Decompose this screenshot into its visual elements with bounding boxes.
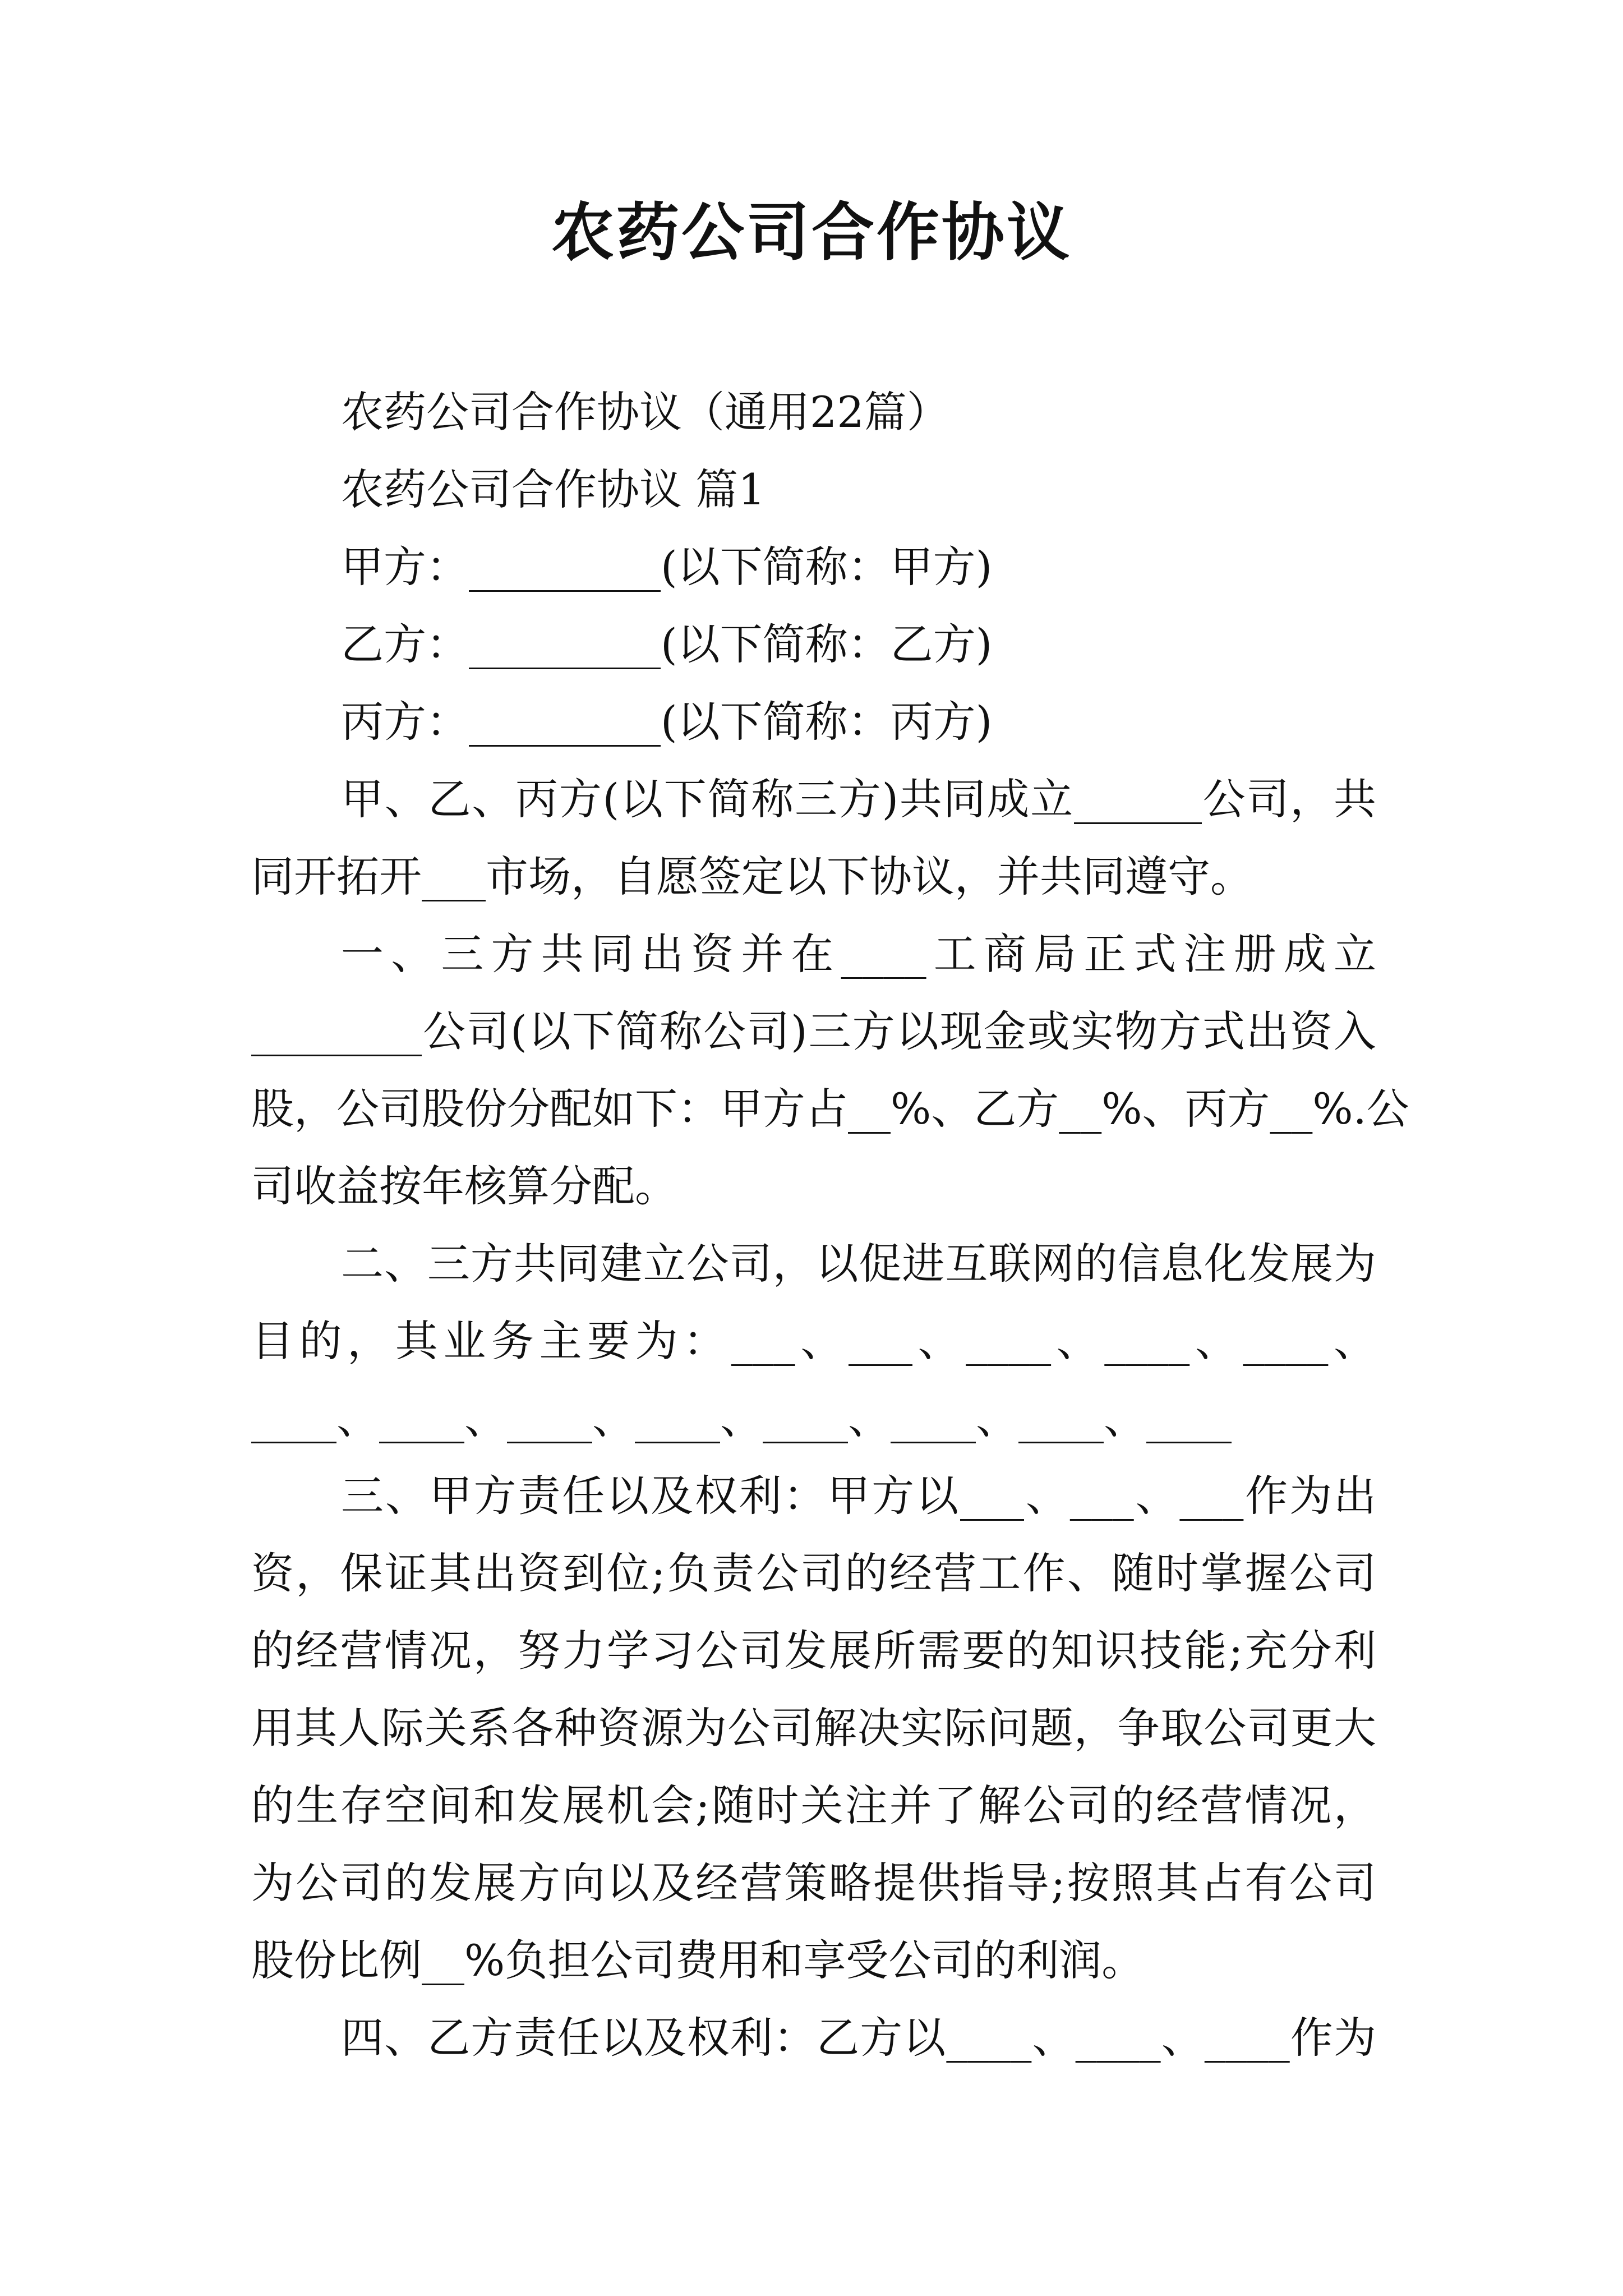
paragraph-line: 甲、乙、丙方(以下简称三方)共同成立______公司，共 <box>341 774 1376 824</box>
party-a-line: 甲方：_________(以下简称：甲方) <box>341 542 993 592</box>
clause-3-line: 的生存空间和发展机会;随时关注并了解公司的经营情况， <box>251 1780 1376 1830</box>
clause-1-line: ________公司(以下简称公司)三方以现金或实物方式出资入 <box>251 1006 1376 1056</box>
party-b-line: 乙方：_________(以下简称：乙方) <box>341 619 993 669</box>
clause-2-line: ____、____、____、____、____、____、____、____ <box>251 1393 1232 1443</box>
section-heading: 农药公司合作协议 篇1 <box>341 464 766 514</box>
clause-1-line: 司收益按年核算分配。 <box>251 1161 677 1211</box>
clause-4-line: 四、乙方责任以及权利：乙方以____、____、____作为 <box>341 2013 1376 2063</box>
clause-1-line: 股，公司股份分配如下：甲方占__%、乙方__%、丙方__%.公 <box>251 1084 1409 1134</box>
clause-3-line: 股份比例__%负担公司费用和享受公司的利润。 <box>251 1935 1145 1985</box>
document-title: 农药公司合作协议 <box>551 196 1072 269</box>
clause-3-line: 的经营情况，努力学习公司发展所需要的知识技能;充分利 <box>251 1626 1376 1676</box>
clause-1-line: 一、三方共同出资并在____工商局正式注册成立 <box>341 929 1376 979</box>
party-c-line: 丙方：_________(以下简称：丙方) <box>341 697 993 747</box>
clause-3-line: 用其人际关系各种资源为公司解决实际问题，争取公司更大 <box>251 1703 1376 1753</box>
paragraph-line: 同开拓开___市场，自愿签定以下协议，并共同遵守。 <box>251 852 1253 901</box>
clause-3-line: 资，保证其出资到位;负责公司的经营工作、随时掌握公司 <box>251 1548 1376 1598</box>
clause-2-line: 二、三方共同建立公司，以促进互联网的信息化发展为 <box>341 1239 1376 1289</box>
clause-3-line: 三、甲方责任以及权利：甲方以___、___、___作为出 <box>341 1471 1376 1521</box>
clause-3-line: 为公司的发展方向以及经营策略提供指导;按照其占有公司 <box>251 1858 1376 1908</box>
clause-2-line: 目的，其业务主要为：___、___、____、____、____、 <box>251 1316 1376 1366</box>
doc-subtitle: 农药公司合作协议（通用22篇） <box>341 387 949 437</box>
